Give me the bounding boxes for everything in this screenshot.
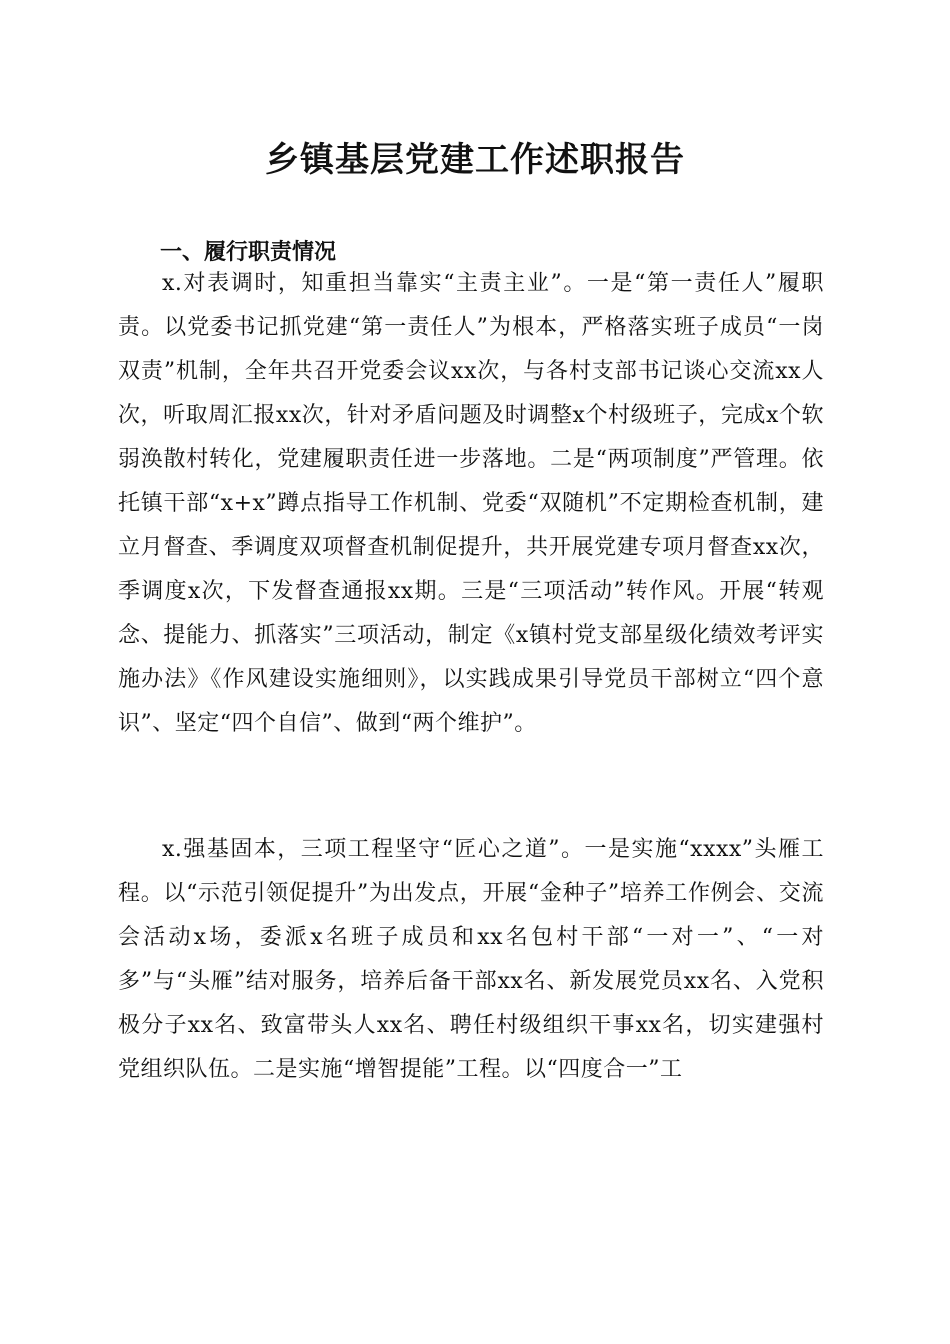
paragraph-duty-performance: x.对表调时，知重担当靠实“主责主业”。一是“第一责任人”履职责。以党委书记抓党建“第一责任人”为根本，严格落实班子成员“一岗双责”机制，全年共召开党委会议xx次，与各村支部书记谈心交流xx人次，听取周汇报xx次，针对矛盾问题及时调整x个村级班子，完成x个软弱涣散村转化，党建履职责任进一步落地。二是“两项制度”严管理。依托镇干部“x+x”蹲点指导工作机制、党委“双随机”不定期检查机制，建立月督查、季调度双项督查机制促提升，共开展党建专项月督查xx次，季调度x次，下发督查通报xx期。三是“三项活动”转作风。开展“转观念、提能力、抓落实”三项活动，制定《x镇村党支部星级化绩效考评实施办法》《作风建设实施细则》，以实践成果引导党员干部树立“四个意识”、坚定“四个自信”、做到“两个维护”。 [118,271,824,736]
paragraph-three-projects: x.强基固本，三项工程坚守“匠心之道”。一是实施“xxxx”头雁工程。以“示范引领促提升”为出发点，开展“金种子”培养工作例会、交流会活动x场，委派x名班子成员和xx名包村干部“一对一”、“一对多”与“头雁”结对服务，培养后备干部xx名、新发展党员xx名、入党积极分子xx名、致富带头人xx名、聘任村级组织干事xx名，切实建强村党组织队伍。二是实施“增智提能”工程。以“四度合一”工 [118,837,824,1082]
section-heading: 一、履行职责情况 [160,240,337,265]
document-title: 乡镇基层党建工作述职报告 [265,140,685,180]
